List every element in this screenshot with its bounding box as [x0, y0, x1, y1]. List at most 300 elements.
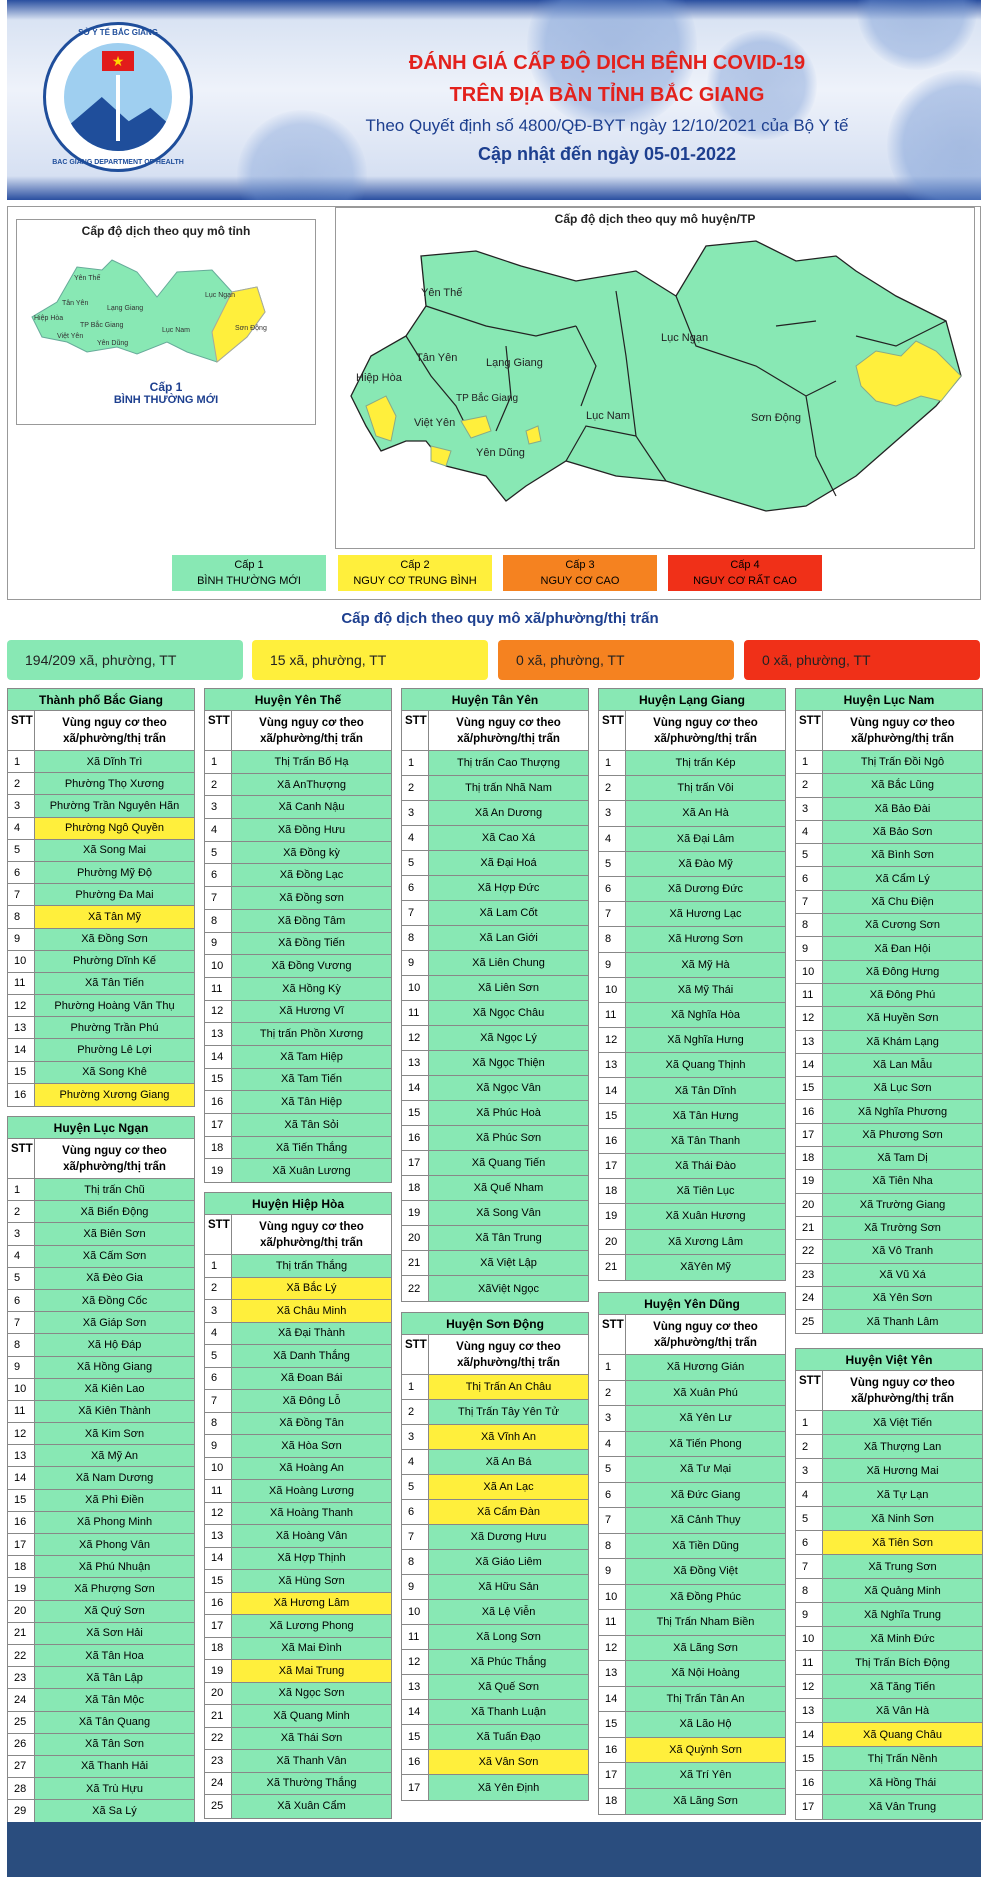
commune-name: Xã Lãng Sơn: [626, 1789, 785, 1815]
svg-text:TP Bắc Giang: TP Bắc Giang: [456, 393, 519, 404]
table-row: [402, 1775, 588, 1800]
commune-name: Xã Nam Dương: [35, 1467, 194, 1488]
row-number: 2: [402, 1400, 429, 1424]
table-row: [402, 776, 588, 801]
commune-name: Xã Bảo Sơn: [823, 821, 982, 843]
stt-header: STT: [205, 711, 232, 750]
row-number: 17: [796, 1795, 823, 1819]
area-header: Vùng nguy cơ theo xã/phường/thị trấn: [62, 717, 167, 745]
commune-name: Xã Quế Sơn: [429, 1675, 588, 1699]
commune-name: Xã Thanh Lâm: [823, 1310, 982, 1333]
row-number: 22: [8, 1645, 35, 1666]
table-row: [205, 1525, 391, 1548]
commune-name: Xã Mỹ Thái: [626, 978, 785, 1002]
table-row: [599, 801, 785, 826]
table-row: [402, 1400, 588, 1425]
row-number: 1: [8, 1179, 35, 1200]
commune-name: Xã Mỹ An: [35, 1445, 194, 1466]
legend-level-1: Cấp 1 BÌNH THƯỜNG MỚI: [172, 555, 326, 591]
table-row: [599, 1104, 785, 1129]
row-number: 16: [796, 1771, 823, 1794]
row-number: 10: [402, 1600, 429, 1624]
row-number: 23: [796, 1264, 823, 1286]
summary-level-4: 0 xã, phường, TT: [744, 640, 980, 680]
commune-name: Xã Ngọc Sơn: [232, 1683, 391, 1705]
commune-name: Xã Canh Nậu: [232, 796, 391, 818]
commune-name: Xã Song Khê: [35, 1062, 194, 1083]
row-number: 7: [796, 891, 823, 913]
commune-name: Xã Bảo Đài: [823, 798, 982, 820]
row-number: 10: [8, 1379, 35, 1400]
row-number: 15: [8, 1490, 35, 1511]
table-row: [796, 1031, 982, 1054]
table-row: [205, 1114, 391, 1137]
table-row: [796, 1310, 982, 1333]
row-number: 19: [402, 1201, 429, 1225]
table-row: [599, 1712, 785, 1738]
table-header: [796, 1371, 982, 1411]
commune-name: Xã Giáp Sơn: [35, 1312, 194, 1333]
row-number: 3: [8, 795, 35, 816]
table-row: [796, 1147, 982, 1170]
row-number: 15: [796, 1747, 823, 1770]
row-number: 6: [402, 1500, 429, 1524]
table-row: [796, 1555, 982, 1579]
row-number: 9: [8, 929, 35, 950]
row-number: 15: [205, 1570, 232, 1592]
commune-name: Xã Đồng Hưu: [232, 819, 391, 841]
svg-text:Việt Yên: Việt Yên: [414, 417, 456, 429]
table-row: [205, 1458, 391, 1481]
commune-name: Xã Đông Phú: [823, 984, 982, 1006]
stt-header: STT: [205, 1215, 232, 1254]
table-row: [599, 1255, 785, 1280]
svg-text:Lục Nam: Lục Nam: [586, 410, 631, 422]
svg-text:Lạng Giang: Lạng Giang: [107, 305, 144, 312]
table-row: [402, 1575, 588, 1600]
district-name: Huyện Sơn Động: [402, 1313, 588, 1335]
row-number: 2: [796, 774, 823, 796]
row-number: 6: [796, 867, 823, 889]
commune-name: Xã Dương Đức: [626, 877, 785, 901]
row-number: 15: [796, 1077, 823, 1099]
commune-name: Xã Lục Sơn: [823, 1077, 982, 1099]
commune-name: Xã Hợp Đức: [429, 876, 588, 900]
svg-text:Hiệp Hòa: Hiệp Hòa: [356, 372, 402, 384]
table-row: [796, 1435, 982, 1459]
commune-name: Xã Đồng Sơn: [35, 929, 194, 950]
commune-name: Xã Bắc Lũng: [823, 774, 982, 796]
commune-name: XãYên Mỹ: [626, 1255, 785, 1280]
table-row: [8, 1800, 194, 1822]
table-row: [402, 1001, 588, 1026]
commune-name: Xã Biên Sơn: [35, 1223, 194, 1244]
svg-text:Lục Ngạn: Lục Ngạn: [205, 292, 235, 299]
table-row: [599, 1534, 785, 1560]
row-number: 9: [599, 1559, 626, 1584]
table-row: [796, 1771, 982, 1795]
commune-name: Xã Việt Tiến: [823, 1411, 982, 1434]
district-name: Huyện Yên Dũng: [599, 1293, 785, 1315]
commune-name: Xã Sa Lý: [35, 1800, 194, 1822]
table-row: [205, 1345, 391, 1368]
district-table: [7, 1116, 195, 1823]
commune-name: Xã Tiền Dũng: [626, 1534, 785, 1559]
commune-name: Xã Quang Châu: [823, 1723, 982, 1746]
commune-name: Xã Việt Lập: [429, 1251, 588, 1275]
commune-name: Xã Vân Trung: [823, 1795, 982, 1819]
commune-name: Xã An Bá: [429, 1450, 588, 1474]
commune-name: Xã Long Sơn: [429, 1625, 588, 1649]
commune-name: Xã Khám Lạng: [823, 1031, 982, 1053]
row-number: 6: [8, 862, 35, 883]
table-row: [599, 1559, 785, 1585]
commune-name: Xã Hùng Sơn: [232, 1570, 391, 1592]
district-map-shape: [336, 226, 972, 536]
row-number: 13: [205, 1023, 232, 1045]
table-row: [8, 1084, 194, 1106]
row-number: 21: [205, 1705, 232, 1727]
row-number: 18: [599, 1789, 626, 1815]
title-line2: TRÊN ĐỊA BÀN TỈNH BẮC GIANG: [449, 84, 765, 106]
commune-name: Xã Cảnh Thụy: [626, 1508, 785, 1533]
row-number: 5: [205, 1345, 232, 1367]
commune-name: Xã Cấm Sơn: [35, 1246, 194, 1267]
commune-name: Xã Tiên Sơn: [823, 1531, 982, 1554]
commune-name: Xã Trù Hựu: [35, 1778, 194, 1799]
commune-name: Xã Tam Hiệp: [232, 1046, 391, 1068]
row-number: 7: [205, 887, 232, 909]
table-row: [796, 1579, 982, 1603]
table-row: [402, 1051, 588, 1076]
table-row: [205, 955, 391, 978]
district-name: Huyện Lục Ngạn: [8, 1117, 194, 1139]
row-number: 17: [8, 1534, 35, 1555]
row-number: 5: [402, 851, 429, 875]
table-row: [599, 1406, 785, 1432]
district-name: Huyện Việt Yên: [796, 1349, 982, 1371]
table-row: [402, 801, 588, 826]
commune-name: Xã Tân Quang: [35, 1712, 194, 1733]
row-number: 26: [8, 1734, 35, 1755]
commune-name: Xã Phúc Thắng: [429, 1650, 588, 1674]
row-number: 9: [205, 933, 232, 955]
table-row: [796, 1651, 982, 1675]
svg-text:Tân Yên: Tân Yên: [62, 300, 89, 307]
commune-name: Xã Tân Hiệp: [232, 1091, 391, 1113]
table-row: [8, 1357, 194, 1379]
table-row: [205, 1570, 391, 1593]
row-number: 11: [8, 1401, 35, 1422]
commune-name: Thị trấn Phồn Xương: [232, 1023, 391, 1045]
row-number: 3: [205, 796, 232, 818]
commune-name: Xã Đồng Phúc: [626, 1585, 785, 1610]
row-number: 12: [205, 1001, 232, 1023]
commune-name: Xã Xương Lâm: [626, 1230, 785, 1254]
table-row: [599, 751, 785, 776]
row-number: 4: [796, 821, 823, 843]
table-row: [8, 973, 194, 995]
row-number: 27: [8, 1756, 35, 1777]
commune-name: Xã Ngọc Vân: [429, 1076, 588, 1100]
commune-name: Xã AnThượng: [232, 774, 391, 796]
table-row: [205, 1615, 391, 1638]
commune-name: Xã Chu Điện: [823, 891, 982, 913]
row-number: 1: [599, 751, 626, 775]
table-row: [599, 1483, 785, 1509]
table-row: [402, 1625, 588, 1650]
commune-name: Xã Hương Mai: [823, 1459, 982, 1482]
table-row: [402, 1750, 588, 1775]
commune-name: Xã Phúc Hoà: [429, 1101, 588, 1125]
table-row: [8, 1179, 194, 1201]
legend-level-4: Cấp 4 NGUY CƠ RẤT CAO: [668, 555, 822, 591]
row-number: 23: [8, 1667, 35, 1688]
table-row: [796, 1675, 982, 1699]
commune-name: Xã Tam Dị: [823, 1147, 982, 1169]
table-row: [205, 864, 391, 887]
row-number: 3: [599, 801, 626, 825]
table-row: [205, 1593, 391, 1616]
commune-name: Xã An Lạc: [429, 1475, 588, 1499]
row-number: 6: [599, 877, 626, 901]
table-row: [796, 1627, 982, 1651]
stt-header: STT: [599, 711, 626, 750]
commune-name: Thị Trấn Bố Hạ: [232, 751, 391, 773]
area-header: Vùng nguy cơ theo xã/phường/thị trấn: [259, 717, 364, 745]
row-number: 19: [8, 1578, 35, 1599]
table-row: [796, 914, 982, 937]
commune-name: Xã Tân Tiến: [35, 973, 194, 994]
row-number: 5: [8, 1268, 35, 1289]
row-number: 2: [205, 1278, 232, 1300]
commune-name: Phường Xương Giang: [35, 1084, 194, 1106]
row-number: 21: [796, 1217, 823, 1239]
row-number: 14: [796, 1054, 823, 1076]
district-name: Huyện Lạng Giang: [599, 689, 785, 711]
table-row: [402, 826, 588, 851]
commune-name: Xã Tân Trung: [429, 1226, 588, 1250]
row-number: 24: [796, 1287, 823, 1309]
row-number: 7: [8, 1312, 35, 1333]
row-number: 6: [402, 876, 429, 900]
table-row: [8, 1534, 194, 1556]
table-row: [796, 867, 982, 890]
commune-name: Xã Trường Sơn: [823, 1217, 982, 1239]
header-banner: [7, 0, 981, 200]
district-table: [401, 1312, 589, 1801]
map-panel: [7, 206, 981, 600]
row-number: 11: [599, 1003, 626, 1027]
row-number: 21: [599, 1255, 626, 1280]
commune-name: Xã Hộ Đáp: [35, 1334, 194, 1355]
table-row: [205, 1159, 391, 1182]
table-row: [205, 887, 391, 910]
area-header: Vùng nguy cơ theo xã/phường/thị trấn: [62, 1145, 167, 1173]
commune-name: Xã Song Vân: [429, 1201, 588, 1225]
row-number: 18: [8, 1556, 35, 1577]
row-number: 4: [8, 1246, 35, 1267]
district-table: [598, 1292, 786, 1815]
table-row: [599, 776, 785, 801]
row-number: 22: [796, 1240, 823, 1262]
row-number: 13: [599, 1053, 626, 1077]
row-number: 18: [402, 1176, 429, 1200]
table-row: [402, 1375, 588, 1400]
legend-level-2: Cấp 2 NGUY CƠ TRUNG BÌNH: [338, 555, 492, 591]
row-number: 19: [205, 1159, 232, 1182]
row-number: 15: [8, 1062, 35, 1083]
row-number: 3: [796, 1459, 823, 1482]
row-number: 14: [402, 1076, 429, 1100]
commune-name: Xã Lệ Viễn: [429, 1600, 588, 1624]
commune-name: Xã Huyền Sơn: [823, 1007, 982, 1029]
table-row: [599, 1763, 785, 1789]
table-row: [796, 1459, 982, 1483]
commune-name: Xã Song Mai: [35, 840, 194, 861]
table-header: [8, 1139, 194, 1179]
area-header: Vùng nguy cơ theo xã/phường/thị trấn: [850, 717, 955, 745]
area-header: Vùng nguy cơ theo xã/phường/thị trấn: [850, 1377, 955, 1405]
commune-name: Xã Minh Đức: [823, 1627, 982, 1650]
area-header: Vùng nguy cơ theo xã/phường/thị trấn: [259, 1221, 364, 1249]
commune-name: Thị trấn Kép: [626, 751, 785, 775]
row-number: 19: [599, 1204, 626, 1228]
commune-name: Phường Đa Mai: [35, 884, 194, 905]
commune-name: Xã Hòa Sơn: [232, 1435, 391, 1457]
row-number: 11: [796, 1651, 823, 1674]
district-name: Thành phố Bắc Giang: [8, 689, 194, 711]
row-number: 4: [8, 818, 35, 839]
row-number: 17: [599, 1154, 626, 1178]
commune-name: Xã Hoàng An: [232, 1458, 391, 1480]
table-row: [796, 1699, 982, 1723]
stt-header: STT: [402, 711, 429, 750]
commune-name: Xã Tân Sỏi: [232, 1114, 391, 1136]
row-number: 12: [796, 1007, 823, 1029]
commune-name: Xã Đan Hội: [823, 937, 982, 959]
commune-name: Xã Tự Lạn: [823, 1483, 982, 1506]
table-row: [599, 1789, 785, 1815]
table-row: [402, 1201, 588, 1226]
table-row: [8, 1334, 194, 1356]
table-row: [599, 827, 785, 852]
table-row: [8, 862, 194, 884]
table-header: [205, 711, 391, 751]
row-number: 6: [599, 1483, 626, 1508]
commune-name: Xã Ngọc Lý: [429, 1026, 588, 1050]
table-row: [205, 1638, 391, 1661]
row-number: 21: [402, 1251, 429, 1275]
row-number: 15: [599, 1104, 626, 1128]
row-number: 10: [599, 978, 626, 1002]
commune-name: Xã Dĩnh Trì: [35, 751, 194, 772]
row-number: 17: [402, 1775, 429, 1800]
table-row: [402, 1101, 588, 1126]
row-number: 10: [796, 1627, 823, 1650]
commune-name: Xã Cương Sơn: [823, 914, 982, 936]
table-row: [402, 1550, 588, 1575]
row-number: 9: [599, 953, 626, 977]
svg-text:Lạng Giang: Lạng Giang: [486, 357, 543, 369]
commune-name: Xã Dương Hưu: [429, 1525, 588, 1549]
commune-name: Xã Đông Hưng: [823, 961, 982, 983]
district-table: [401, 688, 589, 1302]
commune-name: Xã Tư Mại: [626, 1457, 785, 1482]
row-number: 4: [205, 1323, 232, 1345]
table-row: [402, 976, 588, 1001]
table-row: [599, 1508, 785, 1534]
commune-name: Xã Kiên Thành: [35, 1401, 194, 1422]
commune-name: Xã Yên Sơn: [823, 1287, 982, 1309]
table-row: [796, 1240, 982, 1263]
table-row: [205, 1795, 391, 1818]
table-row: [796, 891, 982, 914]
table-row: [8, 1312, 194, 1334]
table-row: [8, 1445, 194, 1467]
table-row: [796, 1100, 982, 1123]
commune-name: Xã An Hà: [626, 801, 785, 825]
row-number: 2: [8, 773, 35, 794]
row-number: 17: [205, 1114, 232, 1136]
row-number: 8: [599, 927, 626, 951]
row-number: 18: [205, 1137, 232, 1159]
commune-name: Xã Vân Hà: [823, 1699, 982, 1722]
commune-name: Xã Xuân Phú: [626, 1381, 785, 1406]
stt-header: STT: [402, 1335, 429, 1374]
row-number: 29: [8, 1800, 35, 1822]
commune-name: Xã Đồng Tiến: [232, 933, 391, 955]
commune-name: Thị trấn Vôi: [626, 776, 785, 800]
table-row: [8, 795, 194, 817]
commune-name: Xã Tân Sơn: [35, 1734, 194, 1755]
commune-name: Xã Lan Mẫu: [823, 1054, 982, 1076]
row-number: 8: [796, 914, 823, 936]
row-number: 14: [599, 1687, 626, 1712]
table-row: [402, 876, 588, 901]
table-header: [402, 1335, 588, 1375]
row-number: 4: [599, 827, 626, 851]
table-row: [796, 1007, 982, 1030]
row-number: 17: [796, 1124, 823, 1146]
table-row: [8, 929, 194, 951]
commune-name: Xã Danh Thắng: [232, 1345, 391, 1367]
commune-name: Xã Vân Sơn: [429, 1750, 588, 1774]
commune-name: Xã Quang Minh: [232, 1705, 391, 1727]
commune-name: Xã Bắc Lý: [232, 1278, 391, 1300]
table-row: [599, 1204, 785, 1229]
table-header: [205, 1215, 391, 1255]
commune-name: Xã Ninh Sơn: [823, 1507, 982, 1530]
commune-name: Thị trấn Thắng: [232, 1255, 391, 1277]
commune-name: Phường Hoàng Văn Thụ: [35, 995, 194, 1016]
row-number: 10: [402, 976, 429, 1000]
table-row: [8, 1401, 194, 1423]
commune-name: Xã Nghĩa Phương: [823, 1100, 982, 1122]
row-number: 9: [402, 951, 429, 975]
table-row: [8, 1734, 194, 1756]
row-number: 14: [205, 1046, 232, 1068]
table-row: [796, 1054, 982, 1077]
commune-name: Xã Quảng Minh: [823, 1579, 982, 1602]
row-number: 16: [8, 1512, 35, 1533]
row-number: 3: [402, 801, 429, 825]
table-row: [599, 1028, 785, 1053]
table-row: [205, 1728, 391, 1751]
district-name: Huyện Yên Thế: [205, 689, 391, 711]
row-number: 17: [599, 1763, 626, 1788]
row-number: 2: [205, 774, 232, 796]
